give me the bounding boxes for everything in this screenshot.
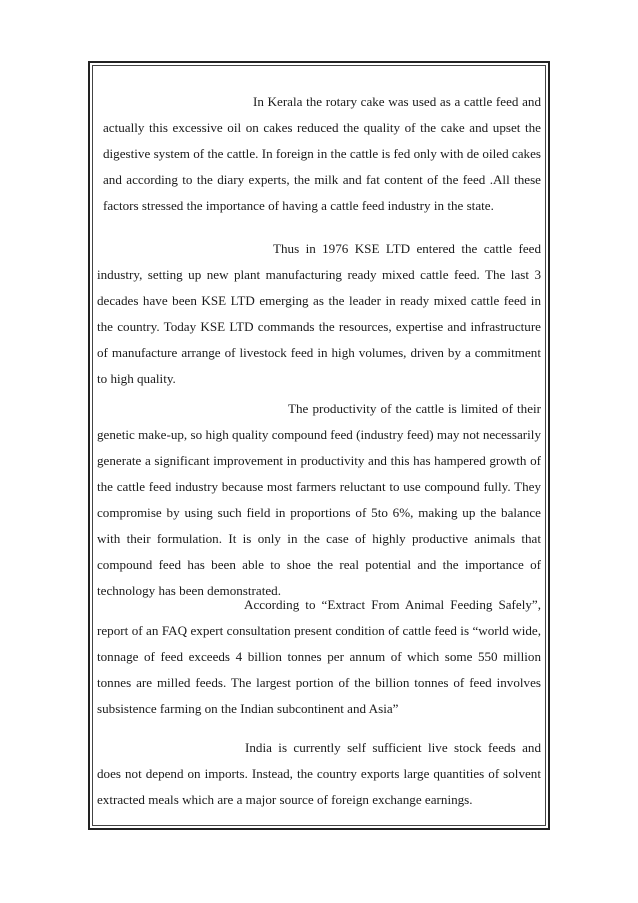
paragraph-text: India is currently self sufficient live stock feeds and does not depend on imports. Instead, the country exports large quantities of solvent extracted meals which are a major source of foreign exchange earnings. xyxy=(97,740,541,807)
paragraph-text: The productivity of the cattle is limited of their genetic make-up, so high quality compound feed (industry feed) may not necessarily generate a significant improvement in productivity and this has hampered growth of the cattle feed industry because most farmers reluctant to use compound fully. They compromise by using such field in proportions of 5to 6%, making up the balance with their formulation. It is only in the case of highly productive animals that compound feed has been able to shoe the real potential and the importance of technology has been demonstrated. xyxy=(97,401,541,598)
paragraph-india-self-sufficient xyxy=(97,735,541,813)
paragraph-faq-report xyxy=(97,592,541,722)
paragraph-text: Thus in 1976 KSE LTD entered the cattle feed industry, setting up new plant manufacturing ready mixed cattle feed. The last 3 decades have been KSE LTD emerging as the leader in ready mixed cattle feed in the country. Today KSE LTD commands the resources, expertise and infrastructure of manufacture arrange of livestock feed in high volumes, driven by a commitment to high quality. xyxy=(97,241,541,386)
paragraph-kse-ltd-1976 xyxy=(97,236,541,392)
paragraph-text: According to “Extract From Animal Feeding Safely”, report of an FAQ expert consultation present condition of cattle feed is “world wide, tonnage of feed exceeds 4 billion tonnes per annum of which some 550 million tonnes are milled feeds. The largest portion of the billion tonnes of feed involves subsistence farming on the Indian subcontinent and Asia” xyxy=(97,597,541,716)
paragraph-text: In Kerala the rotary cake was used as a cattle feed and actually this excessive oil on cakes reduced the quality of the cake and upset the digestive system of the cattle. In foreign in the cattle is fed only with de oiled cakes and according to the diary experts, the milk and fat content of the feed .All these factors stressed the importance of having a cattle feed industry in the state. xyxy=(103,94,541,213)
paragraph-kerala-rotary-cake xyxy=(103,89,541,219)
paragraph-cattle-productivity xyxy=(97,396,541,604)
